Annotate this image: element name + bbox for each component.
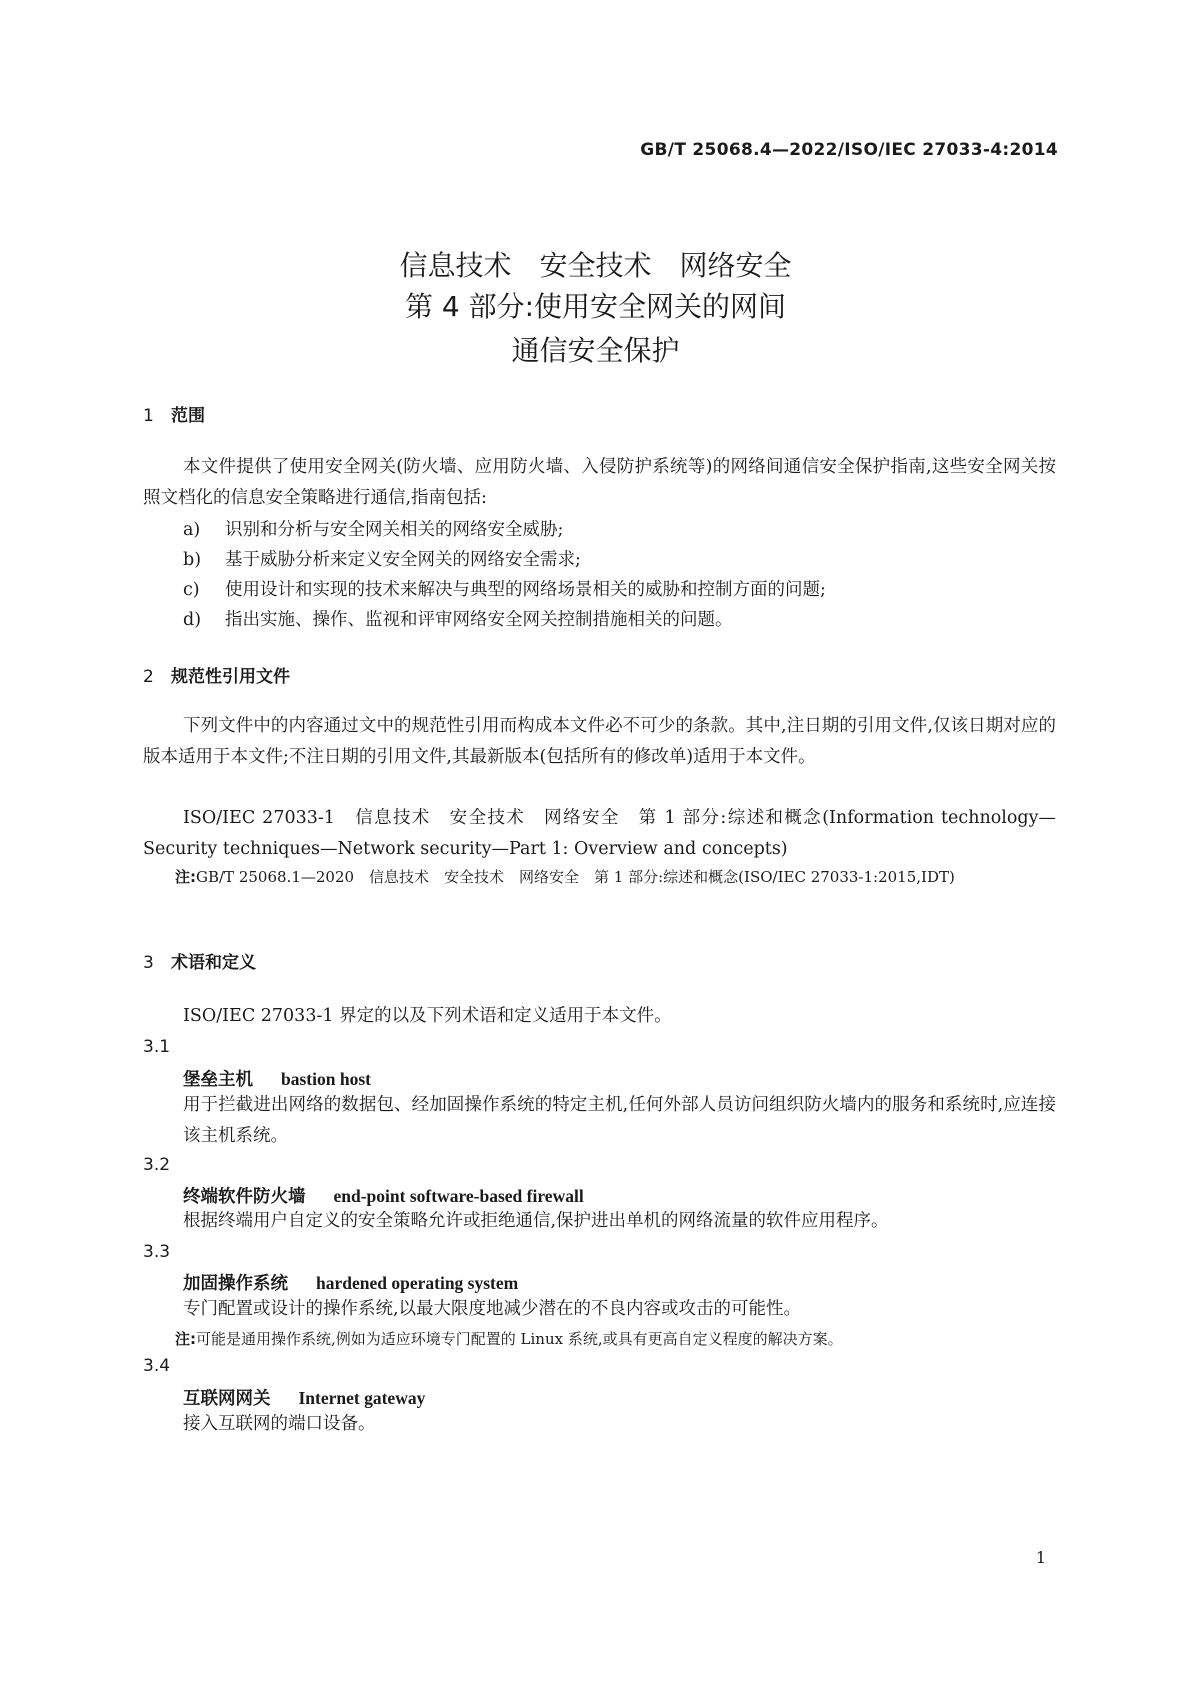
list-text: 使用设计和实现的技术来解决与典型的网络场景相关的威胁和控制方面的问题;	[225, 580, 826, 600]
title-line-3: 通信安全保护	[511, 334, 680, 367]
list-text: 基于威胁分析来定义安全网关的网络安全需求;	[225, 550, 581, 570]
term-definition: 根据终端用户自定义的安全策略允许或拒绝通信,保护进出单机的网络流量的软件应用程序。	[183, 1211, 889, 1231]
term-heading	[183, 1385, 425, 1410]
list-text: 识别和分析与安全网关相关的网络安全威胁;	[225, 520, 564, 540]
term-en: end-point software-based firewall	[333, 1186, 584, 1206]
term-heading	[183, 1270, 518, 1295]
term-zh: 互联网网关	[183, 1389, 271, 1409]
section-1-heading	[143, 401, 205, 426]
section-3-number: 3	[143, 953, 154, 973]
list-mark: d)	[183, 610, 202, 630]
section-3-intro: ISO/IEC 27033-1 界定的以及下列术语和定义适用于本文件。	[183, 1006, 672, 1026]
term-definition: 接入互联网的端口设备。	[183, 1414, 376, 1434]
standard-code: GB/T 25068.4—2022/ISO/IEC 27033-4:2014	[640, 140, 1058, 160]
term-en: hardened operating system	[316, 1273, 519, 1293]
scope-item-b	[183, 546, 581, 571]
list-mark: b)	[183, 550, 202, 570]
section-2-title: 规范性引用文件	[171, 667, 290, 687]
term-zh: 堡垒主机	[183, 1070, 253, 1090]
scope-item-d	[183, 606, 733, 631]
title-line-2: 第 4 部分:使用安全网关的网间	[404, 290, 787, 323]
section-1-number: 1	[143, 406, 154, 426]
section-2-intro: 下列文件中的内容通过文中的规范性引用而构成本文件必不可少的条款。其中,注日期的引用文件,仅该日期对应的版本适用于本文件;不注日期的引用文件,其最新版本(包括所有的修改单)适用于本文件。	[143, 716, 1056, 767]
term-number: 3.3	[143, 1242, 171, 1262]
list-mark: a)	[183, 520, 201, 540]
list-text: 指出实施、操作、监视和评审网络安全网关控制措施相关的问题。	[225, 610, 733, 630]
section-1-intro: 本文件提供了使用安全网关(防火墙、应用防火墙、入侵防护系统等)的网络间通信安全保护指南,这些安全网关按照文档化的信息安全策略进行通信,指南包括:	[143, 457, 1056, 508]
term-definition: 用于拦截进出网络的数据包、经加固操作系统的特定主机,任何外部人员访问组织防火墙内的服务和系统时,应连接该主机系统。	[183, 1095, 1056, 1146]
scope-item-a	[183, 516, 563, 541]
note-label: 注:	[175, 868, 196, 886]
term-zh: 终端软件防火墙	[183, 1187, 306, 1207]
title-line-1: 信息技术 安全技术 网络安全	[399, 249, 792, 282]
term-number: 3.4	[143, 1356, 171, 1376]
page-number: 1	[1035, 1548, 1046, 1567]
section-3-heading	[143, 948, 256, 973]
note-text: 可能是通用操作系统,例如为适应环境专门配置的 Linux 系统,或具有更高自定义程度的解决方案。	[196, 1330, 843, 1348]
section-1-title: 范围	[171, 406, 205, 426]
term-number: 3.2	[143, 1155, 171, 1175]
reference-note	[175, 863, 1056, 891]
term-en: Internet gateway	[298, 1388, 426, 1408]
section-3-title: 术语和定义	[171, 953, 256, 973]
scope-item-c	[183, 576, 826, 601]
term-en: bastion host	[281, 1069, 371, 1089]
term-definition: 专门配置或设计的操作系统,以最大限度地减少潜在的不良内容或攻击的可能性。	[183, 1299, 802, 1319]
term-zh: 加固操作系统	[183, 1274, 288, 1294]
list-mark: c)	[183, 580, 200, 600]
term-heading	[183, 1066, 371, 1091]
normative-reference: ISO/IEC 27033-1 信息技术 安全技术 网络安全 第 1 部分:综述和概念(Information technology—Security techniques—Network security—Part 1: Overview and concepts)	[143, 808, 1056, 859]
note-text: GB/T 25068.1—2020 信息技术 安全技术 网络安全 第 1 部分:综述和概念(ISO/IEC 27033-1:2015,IDT)	[196, 868, 955, 886]
section-2-number: 2	[143, 667, 154, 687]
term-number: 3.1	[143, 1037, 171, 1057]
section-2-heading	[143, 662, 290, 687]
note-label: 注:	[175, 1330, 196, 1348]
term-heading	[183, 1183, 584, 1208]
term-note	[175, 1325, 1056, 1353]
